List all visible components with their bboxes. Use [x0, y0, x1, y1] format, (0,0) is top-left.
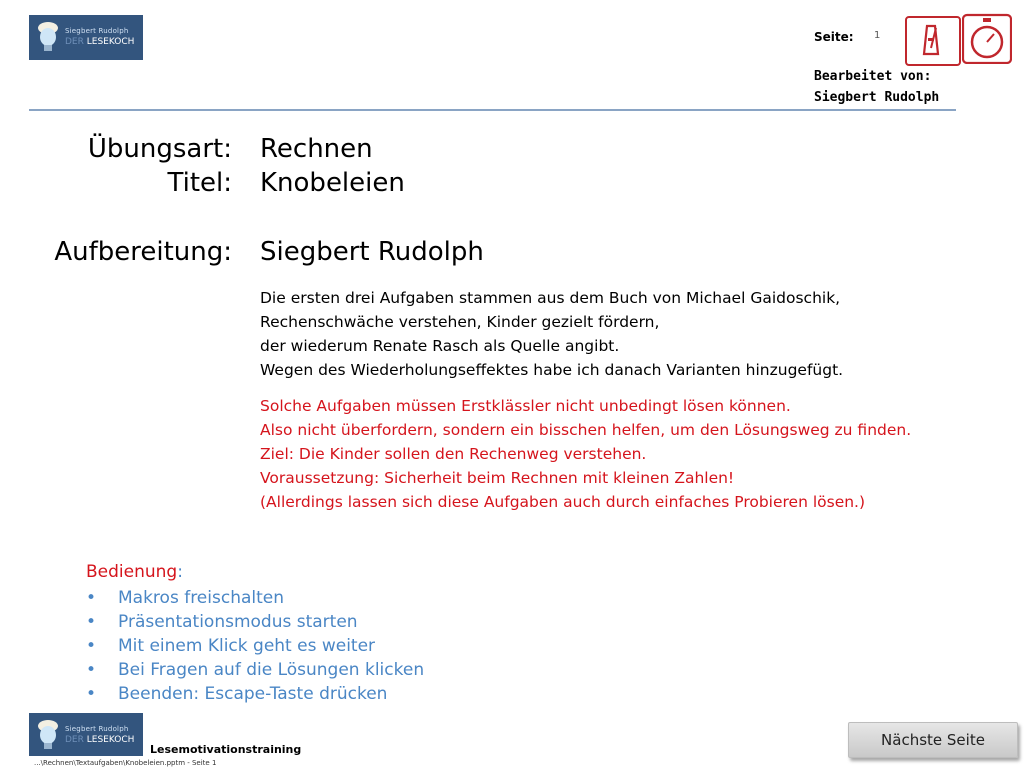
- logo-brand: DER LESEKOCH: [65, 37, 135, 47]
- metronome-icon: [907, 18, 955, 60]
- list-item: • Mit einem Klick geht es weiter: [86, 636, 376, 656]
- aufbereitung-value: Siegbert Rudolph: [260, 237, 484, 267]
- next-page-button[interactable]: Nächste Seite: [848, 722, 1018, 758]
- description-line: der wiederum Renate Rasch als Quelle angibt.: [260, 337, 620, 355]
- stopwatch-button[interactable]: [962, 12, 1012, 64]
- edited-by: [814, 66, 939, 108]
- titel-value: Knobeleien: [260, 168, 405, 198]
- notes: [260, 394, 1020, 514]
- footer-title: Lesemotivationstraining: [150, 743, 302, 756]
- note-line: Also nicht überfordern, sondern ein bisschen helfen, um den Lösungsweg zu finden.: [260, 421, 912, 439]
- titel-label: Titel:: [167, 168, 232, 198]
- logo: [29, 15, 143, 60]
- note-line: (Allerdings lassen sich diese Aufgaben auch durch einfaches Probieren lösen.): [260, 493, 866, 511]
- bedienung-list: [86, 586, 424, 706]
- uebungsart-value: Rechnen: [260, 134, 373, 164]
- logo-name: Siegbert Rudolph: [65, 27, 129, 35]
- note-line: Voraussetzung: Sicherheit beim Rechnen mit kleinen Zahlen!: [260, 469, 735, 487]
- description-line: Die ersten drei Aufgaben stammen aus dem Buch von Michael Gaidoschik,: [260, 289, 841, 307]
- list-item: • Bei Fragen auf die Lösungen klicken: [86, 660, 425, 680]
- note-line: Solche Aufgaben müssen Erstklässler nicht unbedingt lösen können.: [260, 397, 791, 415]
- list-item: • Makros freischalten: [86, 588, 285, 608]
- description: [260, 286, 1010, 382]
- metronome-button[interactable]: [905, 16, 961, 66]
- header-divider: [29, 109, 956, 111]
- bedienung-title: Bedienung:: [86, 562, 183, 582]
- footer-path: ...\Rechnen\Textaufgaben\Knobeleien.pptm - Seite 1: [34, 759, 217, 767]
- uebungsart-label: Übungsart:: [87, 134, 232, 164]
- logo-name: Siegbert Rudolph: [65, 725, 129, 733]
- page-label: Seite:: [814, 30, 854, 44]
- edited-by-name: Siegbert Rudolph: [814, 90, 940, 105]
- list-item: • Beenden: Escape-Taste drücken: [86, 684, 388, 704]
- description-line: Wegen des Wiederholungseffektes habe ich danach Varianten hinzugefügt.: [260, 361, 844, 379]
- logo-brand: DER LESEKOCH: [65, 735, 135, 745]
- stopwatch-icon: [962, 12, 1012, 64]
- lightbulb-icon: [35, 20, 61, 54]
- page-number: 1: [874, 30, 881, 41]
- description-line: Rechenschwäche verstehen, Kinder gezielt fördern,: [260, 313, 660, 331]
- note-line: Ziel: Die Kinder sollen den Rechenweg verstehen.: [260, 445, 647, 463]
- edited-by-label: Bearbeitet von:: [814, 69, 932, 84]
- lightbulb-icon: [35, 718, 61, 752]
- footer-logo: [29, 713, 143, 756]
- aufbereitung-label: Aufbereitung:: [54, 237, 232, 267]
- list-item: • Präsentationsmodus starten: [86, 612, 358, 632]
